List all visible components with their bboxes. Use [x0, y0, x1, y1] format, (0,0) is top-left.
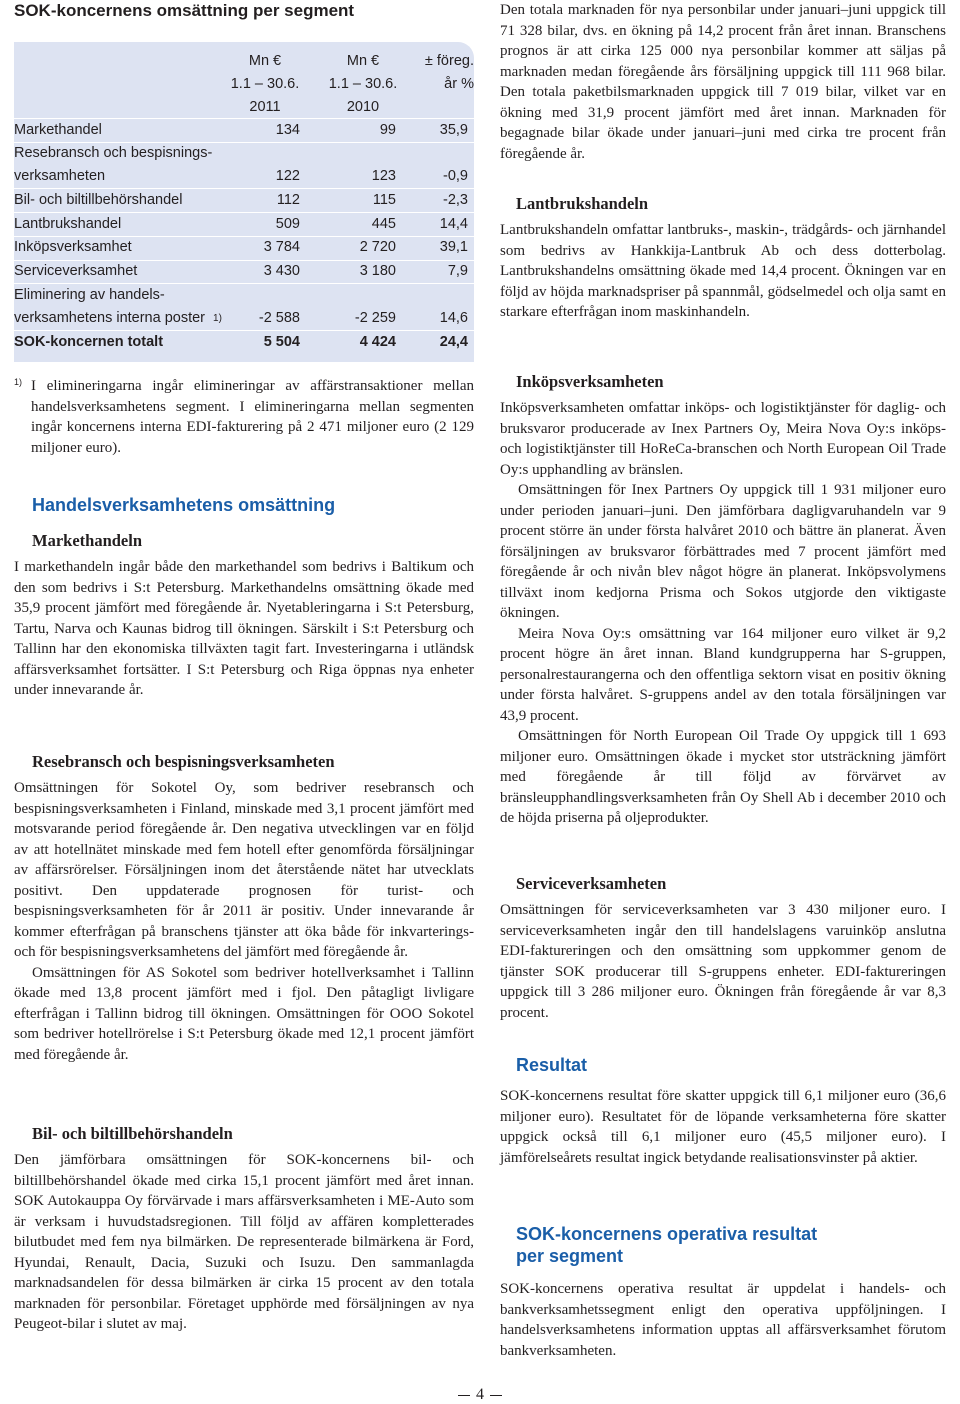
table-footnote: 1) I elimineringarna ingår elimineringar av affärstransaktioner mellan handelsverksamhetens segment. I elimineringarna mellan segmenten ingår koncernens interna EDI-fakturering på 2 471 miljoner euro (2 129 miljoner euro). [14, 377, 474, 456]
paragraph-service: Omsättningen för serviceverksamheten var 3 430 miljoner euro. I serviceverksamheten ingår den till handelslagens varuinköp anslutna EDI-faktureringen och den omsättning som uppkommer genom de tjänster SOK producerar till S-gruppens enheter. EDI-faktureringen uppgick till 3 286 miljoner euro. Ökningen från föregående år var 8,3 procent. [500, 902, 946, 1021]
paragraph-resebransch: Omsättningen för Sokotel Oy, som bedriver resebransch och bespisningsverksamheten i Finland, minskade med 3,1 procent jämfört med motsvarande period föregående år. Den negativa utvecklingen var en följd av att hotellnätet minskade med fem hotell efter genomförda försäljningar av affärsrörelser. Försäljningen inom det återstående nätet har utvecklats positivt. Den uppdaterade prognosen för turist- och bespisningsverksamheten för år 2011 är positiv. Under innevarande år kommer efterfrågan på branschens tjänster att öka både för inkvarterings- och för bespisningsverksamhetens del jämfört med föregående år. Omsättningen för AS Sokotel som bedriver hotellverksamhet i Tallinn ökade med 13,8 procent jämfört med i fjol. Den påtagligt livligare efterfrågan i Tallinn bidrog till ökningen. Omsättningen för OOO Sokotel som bedriver hotellrörelse i S:t Petersburg ökade med 12,1 procent jämfört med föregående år. [14, 780, 474, 1063]
subheading-resebransch: Resebransch och bespisningsverksamheten [32, 752, 335, 771]
divider [14, 188, 474, 189]
divider [14, 142, 474, 143]
page-number: 4 [0, 1386, 960, 1404]
subheading-service: Serviceverksamheten [516, 874, 667, 893]
subheading-markethandeln: Markethandeln [32, 531, 143, 550]
subheading-inkop: Inköpsverksamheten [516, 372, 664, 391]
footnote-marker: 1) [213, 313, 222, 324]
row-label: verksamhetens interna poster [14, 310, 206, 326]
divider [14, 236, 474, 237]
segment-table: Mn € 1.1 – 30.6. 2011 Mn € 1.1 – 30.6. 2010 ± föreg. år % Markethandel 134 99 35,9 Resebransch och bespisnings- verksamheten 122 123 -0,9 Bil- och biltillbehörshandel 112 115 -2,3 Lantbrukshandel 509 445 14,4 Inköpsverksamhet 3 784 2 720 39,1 Serviceverksamhet 3 430 3 180 7,9 Eliminering av handels- verksamhetens interna poster 1) -2 588 -2 259 14,6 SOK-koncernen totalt 5 504 4 424 24,4 [14, 42, 474, 362]
section-title-resultat: Resultat [516, 1055, 588, 1075]
divider [14, 118, 474, 119]
paragraph-lantbruk: Lantbrukshandeln omfattar lantbruks-, maskin-, trädgårds- och järnhandel som bedrivs av Hankkija-Lantbruk Ab och dess dotterbolag. Lantbrukshandelns omsättning ökade med 14,4 procent. Ökningen var en följd av höjda marknadspriser på spannmål, gödselmedel och olja samt en starkare efterfrågan inom maskinhandeln. [500, 222, 946, 320]
section-title-operativa: SOK-koncernens operativa resultat per segment [516, 1224, 818, 1266]
paragraph-resultat: SOK-koncernens resultat före skatter uppgick till 6,1 miljoner euro (36,6 miljoner euro). Resultatet för de löpande verksamheterna före skatter uppgick också till 6,1 miljoner euro (45,5 miljoner euro). I jämförelseårets resultat ingick betydande realisationsvinster på aktier. [500, 1088, 946, 1166]
divider [14, 330, 474, 331]
subheading-bil: Bil- och biltillbehörshandeln [32, 1124, 233, 1143]
paragraph-bil-market: Den totala marknaden för nya personbilar under januari–juni uppgick till 71 328 bilar, dvs. en ökning på 14,2 procent från året innan. Branschens prognos är att cirka 125 000 nya personbilar kommer att säljas på marknaden medan föregående års försäljning uppgick till 111 968 bilar. Den totala paketbilsmarknaden uppgick till 7 019 bilar, vilket var en ökning med 31,9 procent jämfört med året innan. Marknaden för begagnade bilar ökade under januari–juni med cirka tre procent från föregående år. [500, 2, 946, 162]
section-title-handel: Handelsverksamhetens omsättning [32, 495, 336, 515]
page-heading: SOK-koncernens omsättning per segment [14, 1, 355, 20]
paragraph-inkop: Inköpsverksamheten omfattar inköps- och logistiktjänster för daglig- och bruksvaror producerade av Inex Partners Oy, Meira Nova Oy:s inköps- och logistiktjänster till HoReCa-branschen och North European Oil Trade Oy:s upphandling av bränslen. Omsättningen för Inex Partners Oy uppgick till 1 931 miljoner euro under perioden januari–juni. Den jämförbara dagligvaruhandeln var 9 procent större än under första halvåret 2010 och bättre än planerat. Även försäljningen av bruksvaror förbättrades med 7 procent jämfört med föregående år och nivån blev något högre än planerat. Inköpsvolymens tillväxt inom kedjorna Prisma och Sokos utgjorde den viktigaste ökningen. Meira Nova Oy:s omsättning var 164 miljoner euro vilket är 9,2 procent högre än året innan. Bland kundgrupperna har S-gruppen, personalrestaurangerna och den offentliga sektorn visat en positiv ökning under första halvåret. S-gruppens andel av den totala försäljningen var 43,9 procent. Omsättningen för North European Oil Trade Oy uppgick till 1 693 miljoner euro. Omsättningen ökade i mycket stor utsträckning jämfört med föregående år till följd av förvärvet av bränsleupphandlingsverksamheten från Oy Shell Ab i december 2010 och de höjda priserna på oljeprodukter. [500, 400, 946, 826]
header-col-2011: Mn € 1.1 – 30.6. 2011 [230, 53, 300, 115]
subheading-lantbruk: Lantbrukshandeln [516, 194, 649, 213]
header-col-2010: Mn € 1.1 – 30.6. 2010 [328, 53, 398, 115]
divider [14, 212, 474, 213]
paragraph-markethandeln: I markethandeln ingår både den markethandel som bedrivs i Baltikum och den som bedrivs i S:t Petersburg. Markethandelns omsättning ökade med 35,9 procent jämfört med föregående år. Nyetableringarna i S:t Petersburg, Tartu, Narva och Kaunas bidrog till ökningen. Särskilt i S:t Petersburg och Tallinn har den ekonomiska tillväxten tagit fart. Investeringarna i utländsk affärsverksamhet fortsätter. I S:t Petersburg och Riga öppnas nya enheter under innevarande år. [14, 559, 474, 698]
paragraph-operativa: SOK-koncernens operativa resultat är uppdelat i handels- och bankverksamhetssegment enligt den operativa uppföljningen. I handelsverksamhetens information upptas all affärsverksamhet förutom bankverksamheten. [500, 1281, 946, 1359]
paragraph-bil: Den jämförbara omsättningen för SOK-koncernens bil- och biltillbehörshandel ökade med cirka 15,1 procent jämfört med året innan. SOK Autokauppa Oy förvärvade i mars affärsverksamheten i ME-Auto som är verksam i huvudstadsregionen. Till följd av affären kompletterades bilutbudet med fem nya bilmärken. De representerade bilmärkena är Ford, Hyundai, Renault, Dacia, Suzuki och Isuzu. Den sammanlagda marknadsandelen för dessa bilmärken är cirka 15 procent av den totala marknaden för personbilar. Företaget upphörde med försäljningen av nya Peugeot-bilar i slutet av maj. [14, 1152, 474, 1332]
header-col-change: ± föreg. år % [424, 53, 474, 92]
divider [14, 283, 474, 284]
divider [14, 260, 474, 261]
